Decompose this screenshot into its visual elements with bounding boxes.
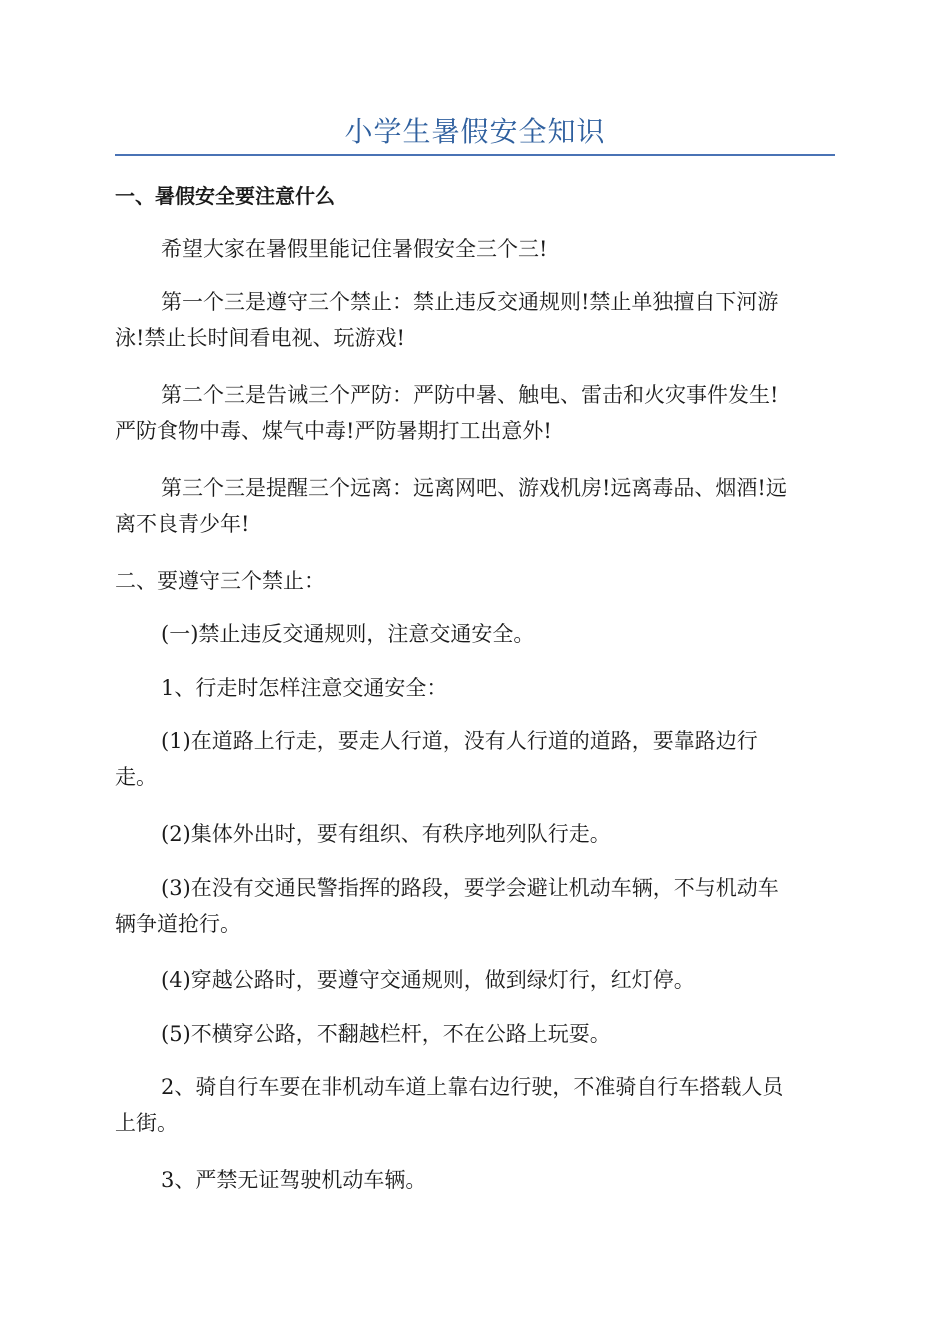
section-heading-1: 一、暑假安全要注意什么 bbox=[115, 184, 335, 208]
list-item-2: 2、骑自行车要在非机动车道上靠右边行驶，不准骑自行车搭载人员 上街。 bbox=[115, 1075, 784, 1135]
paragraph-4: 第三个三是提醒三个远离：远离网吧、游戏机房!远离毒品、烟酒!远 离不良青少年! bbox=[115, 476, 787, 536]
list-item-1-2: (2)集体外出时，要有组织、有秩序地列队行走。 bbox=[161, 822, 611, 846]
list-item-1-3: (3)在没有交通民警指挥的路段，要学会避让机动车辆，不与机动车 辆争道抢行。 bbox=[115, 876, 779, 936]
list-item-1: 1、行走时怎样注意交通安全： bbox=[161, 676, 448, 700]
paragraph-3: 第二个三是告诫三个严防：严防中暑、触电、雷击和火灾事件发生! 严防食物中毒、煤气中毒!严防暑期打工出意外! bbox=[115, 383, 779, 443]
list-item-1-5: (5)不横穿公路，不翻越栏杆，不在公路上玩耍。 bbox=[161, 1022, 611, 1046]
section-heading-2: 二、要遵守三个禁止： bbox=[115, 569, 325, 593]
paragraph-1: 希望大家在暑假里能记住暑假安全三个三! bbox=[161, 237, 548, 261]
subsection-1: (一)禁止违反交通规则，注意交通安全。 bbox=[161, 622, 535, 646]
list-item-1-1: (1)在道路上行走，要走人行道，没有人行道的道路，要靠路边行 走。 bbox=[115, 729, 758, 789]
list-item-1-4: (4)穿越公路时，要遵守交通规则，做到绿灯行，红灯停。 bbox=[161, 968, 695, 992]
title-underline bbox=[115, 154, 835, 156]
list-item-3: 3、严禁无证驾驶机动车辆。 bbox=[161, 1168, 427, 1192]
paragraph-2: 第一个三是遵守三个禁止：禁止违反交通规则!禁止单独擅自下河游 泳!禁止长时间看电视、玩游戏! bbox=[115, 290, 779, 350]
document-title: 小学生暑假安全知识 bbox=[344, 115, 606, 148]
